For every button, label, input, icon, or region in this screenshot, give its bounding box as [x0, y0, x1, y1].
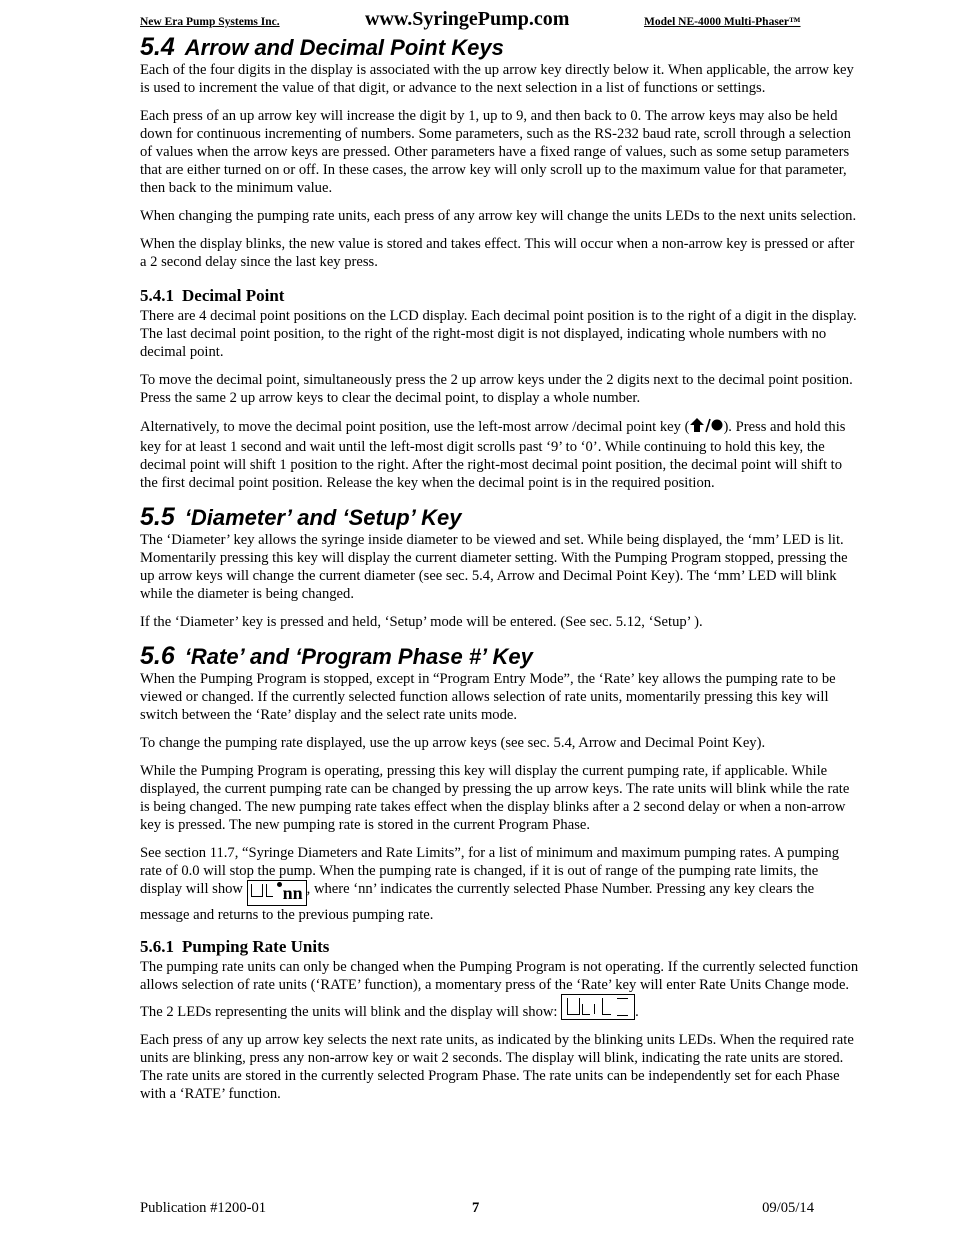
section-heading-5-4: 5.4 Arrow and Decimal Point Keys — [140, 33, 504, 61]
paragraph: The ‘Diameter’ key allows the syringe inside diameter to be viewed and set. While being displayed, the ‘mm’ LED is lit. Momentarily pressing this key will display the current diameter setting. With the Pumping Program stopped, pressing the up arrow keys will change the current diameter (see sec. 5.4, Arrow and Decimal Point Key). The ‘mm’ LED will blink while the diameter is being changed. — [140, 532, 848, 602]
paragraph: To move the decimal point, simultaneously press the 2 up arrow keys under the 2 digits next to the decimal point position. Press the same 2 up arrow keys to clear the decimal point, to display a whole number. — [140, 372, 853, 406]
paragraph: There are 4 decimal point positions on the LCD display. Each decimal point position is to the right of a digit in the display. The last decimal point position, to the right of the right-most digit is not displayed, indicating whole numbers with no decimal point. — [140, 308, 857, 360]
paragraph: Each press of any up arrow key selects the next rate units, as indicated by the blinking units LEDs. When the required rate units are blinking, press any non-arrow key or wait 2 seconds. The display will blink, indicating the rate units are stored. The rate units are stored in the currently selected Program Phase. The rate units can be independently set for each Phase with a ‘RATE’ function. — [140, 1032, 854, 1102]
paragraph: Each of the four digits in the display is associated with the up arrow key directly below it. When applicable, the arrow key is used to increment the value of that digit, or advance to the next selection in a list of functions or settings. — [140, 62, 854, 96]
page-content — [140, 8, 862, 1113]
footer-date: 09/05/14 — [762, 1200, 814, 1216]
paragraph: See section 11.7, “Syringe Diameters and Rate Limits”, for a list of minimum and maximum pumping rates. A pumping rate of 0.0 will stop the pump. When the pumping rate is changed, if it is out of range of the pumping rate limits, the display will show nn , where ‘nn’ indicates the currently selected Phase Number. Pressing any key clears the message and returns to the previous pumping rate. — [140, 845, 840, 923]
paragraph: While the Pumping Program is operating, pressing this key will display the current pumping rate, if applicable. While displayed, the current pumping rate can be changed by pressing the up arrow keys. The rate units will blink while the rate is being changed. The new pumping rate takes effect when the display blinks after a 2 second delay or when a non-arrow key is pressed. The new pumping rate is stored in the current Program Phase. — [140, 763, 850, 833]
header-url[interactable]: www.SyringePump.com — [365, 8, 570, 30]
lcd-units-display — [561, 994, 635, 1020]
paragraph: Each press of an up arrow key will increase the digit by 1, up to 9, and then back to 0. The arrow keys may also be held down for continuous incrementing of numbers. Some parameters, such as the RS-232 baud rate, scroll through a selection of values when the arrow keys are pressed. Other parameters have a fixed range of values, such as some setup parameters that are either turned on or off. In these cases, the arrow key will only scroll up to the maximum value for that parameter, then back to the minimum value. — [140, 108, 851, 196]
page-footer — [140, 1200, 814, 1218]
paragraph: When the display blinks, the new value is stored and takes effect. This will occur when a non-arrow key is pressed or after a 2 second delay since the last key press. — [140, 236, 855, 270]
section-heading-5-5: 5.5 ‘Diameter’ and ‘Setup’ Key — [140, 503, 462, 531]
paragraph: When the Pumping Program is stopped, except in “Program Entry Mode”, the ‘Rate’ key allows the pumping rate to be viewed or changed. If the currently selected function allows selection of rate units, momentarily pressing this key will switch between the ‘Rate’ display and the select rate units mode. — [140, 671, 836, 723]
paragraph: To change the pumping rate displayed, use the up arrow keys (see sec. 5.4, Arrow and Decimal Point Key). — [140, 735, 766, 751]
footer-publication: Publication #1200-01 — [140, 1200, 267, 1216]
arrow-decimal-key-icon — [689, 417, 723, 438]
lcd-out-of-range-display: nn — [247, 880, 307, 906]
paragraph: Alternatively, to move the decimal point position, use the left-most arrow /decimal point key ( ). Press and hold this key for at least 1 second and wait until the left-most digit scrolls past ‘9’ to ‘0’. While continuing to hold this key, the decimal point will shift 1 position to the right. After the right-most decimal point position, the decimal point will shift to the first decimal point position. Release the key when the decimal point is in the required position. — [140, 419, 846, 491]
page-header — [140, 8, 862, 34]
header-company: New Era Pump Systems Inc. — [140, 16, 280, 28]
section-heading-5-4-1: 5.4.1 Decimal Point — [140, 286, 285, 305]
footer-page-number: 7 — [472, 1200, 480, 1216]
paragraph: The pumping rate units can only be changed when the Pumping Program is not operating. If the currently selected function allows selection of rate units (‘RATE’ function), a momentary press of the ‘Rate’ key will enter Rate Units Change mode. The 2 LEDs representing the units will blink and the display will show: . — [140, 959, 859, 1020]
header-model: Model NE-4000 Multi-Phaser™ — [644, 16, 801, 28]
section-heading-5-6-1: 5.6.1 Pumping Rate Units — [140, 937, 330, 956]
paragraph: If the ‘Diameter’ key is pressed and held, ‘Setup’ mode will be entered. (See sec. 5.12, ‘Setup’ ). — [140, 614, 703, 630]
section-heading-5-6: 5.6 ‘Rate’ and ‘Program Phase #’ Key — [140, 642, 533, 670]
paragraph: When changing the pumping rate units, each press of any arrow key will change the units LEDs to the next units selection. — [140, 208, 857, 224]
